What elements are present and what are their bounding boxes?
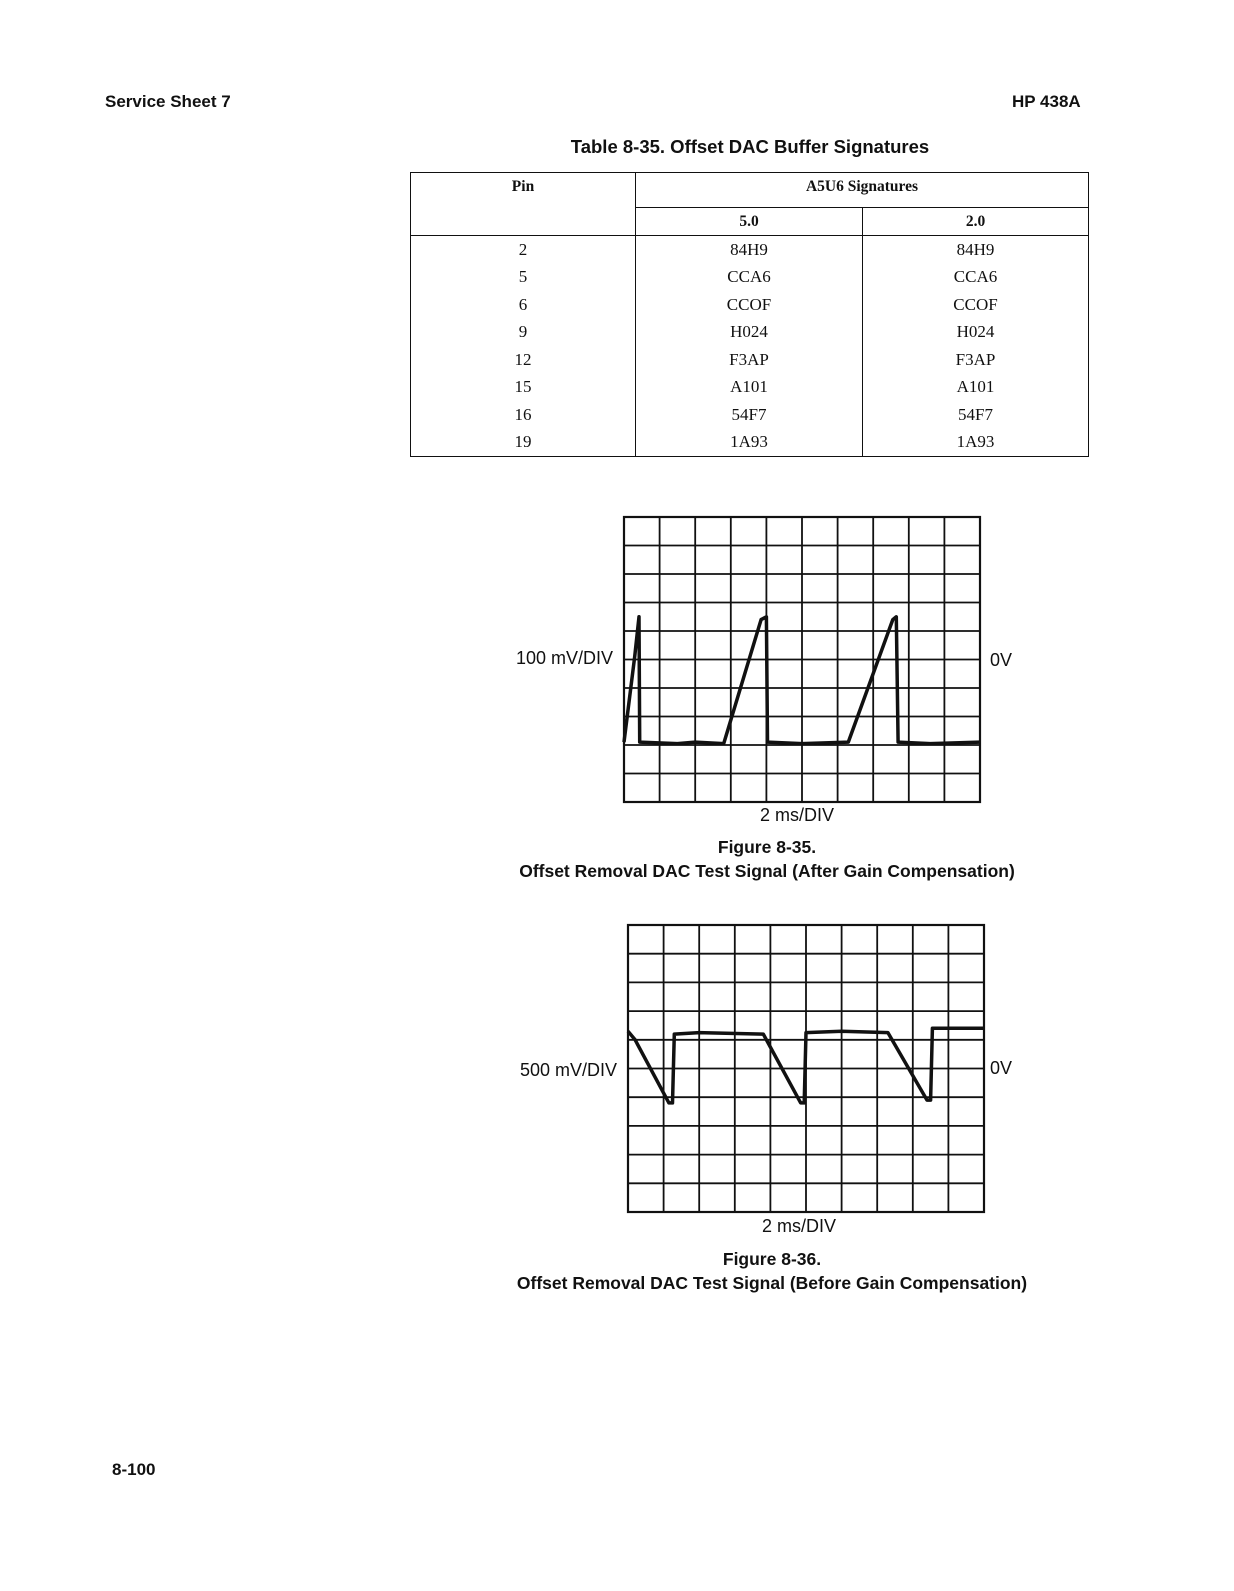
signature-2-0-cell: CCOF <box>863 291 1089 319</box>
signature-2-0-cell: 1A93 <box>863 429 1089 457</box>
signature-5-0-cell: 54F7 <box>636 401 863 429</box>
signature-5-0-cell: H024 <box>636 319 863 347</box>
signature-2-0-cell: 54F7 <box>863 401 1089 429</box>
hscale-label-fig-8-35: 2 ms/DIV <box>760 805 835 825</box>
signature-2-0-cell: 84H9 <box>863 236 1089 264</box>
figure-caption-8-35: Offset Removal DAC Test Signal (After Gain Compensation) <box>519 861 1015 881</box>
figure-number-8-35: Figure 8-35. <box>717 837 817 857</box>
pin-cell: 6 <box>411 291 636 319</box>
pin-cell: 19 <box>411 429 636 457</box>
subheader-5-0: 5.0 <box>636 208 863 236</box>
figure-number-8-36: Figure 8-36. <box>722 1249 822 1269</box>
zero-label-fig-8-35: 0V <box>990 650 1013 670</box>
signature-5-0-cell: 84H9 <box>636 236 863 264</box>
pin-cell: 16 <box>411 401 636 429</box>
signature-2-0-cell: H024 <box>863 319 1089 347</box>
pin-cell: 9 <box>411 319 636 347</box>
pin-column-header: Pin <box>411 173 636 208</box>
figure-caption-8-36: Offset Removal DAC Test Signal (Before Gain Compensation) <box>516 1273 1028 1293</box>
hscale-label-fig-8-36: 2 ms/DIV <box>762 1216 837 1236</box>
vscale-label-fig-8-36: 500 mV/DIV <box>520 1060 618 1080</box>
signature-5-0-cell: A101 <box>636 374 863 402</box>
signatures-group-header: A5U6 Signatures <box>636 173 1089 208</box>
pin-cell: 12 <box>411 346 636 374</box>
signature-2-0-cell: A101 <box>863 374 1089 402</box>
vscale-label-fig-8-35: 100 mV/DIV <box>516 648 614 668</box>
signature-2-0-cell: F3AP <box>863 346 1089 374</box>
pin-cell: 2 <box>411 236 636 264</box>
model-header: HP 438A <box>1012 92 1081 111</box>
signature-5-0-cell: F3AP <box>636 346 863 374</box>
signature-5-0-cell: CCOF <box>636 291 863 319</box>
page-number: 8-100 <box>112 1460 156 1479</box>
pin-cell: 15 <box>411 374 636 402</box>
pin-cell: 5 <box>411 264 636 292</box>
subheader-2-0: 2.0 <box>863 208 1089 236</box>
graticule-fig-8-35 <box>624 517 980 802</box>
signature-5-0-cell: CCA6 <box>636 264 863 292</box>
signature-2-0-cell: CCA6 <box>863 264 1089 292</box>
zero-label-fig-8-36: 0V <box>990 1058 1013 1078</box>
table-title: Table 8-35. Offset DAC Buffer Signatures <box>570 136 930 157</box>
section-header: Service Sheet 7 <box>105 92 231 111</box>
signature-5-0-cell: 1A93 <box>636 429 863 457</box>
